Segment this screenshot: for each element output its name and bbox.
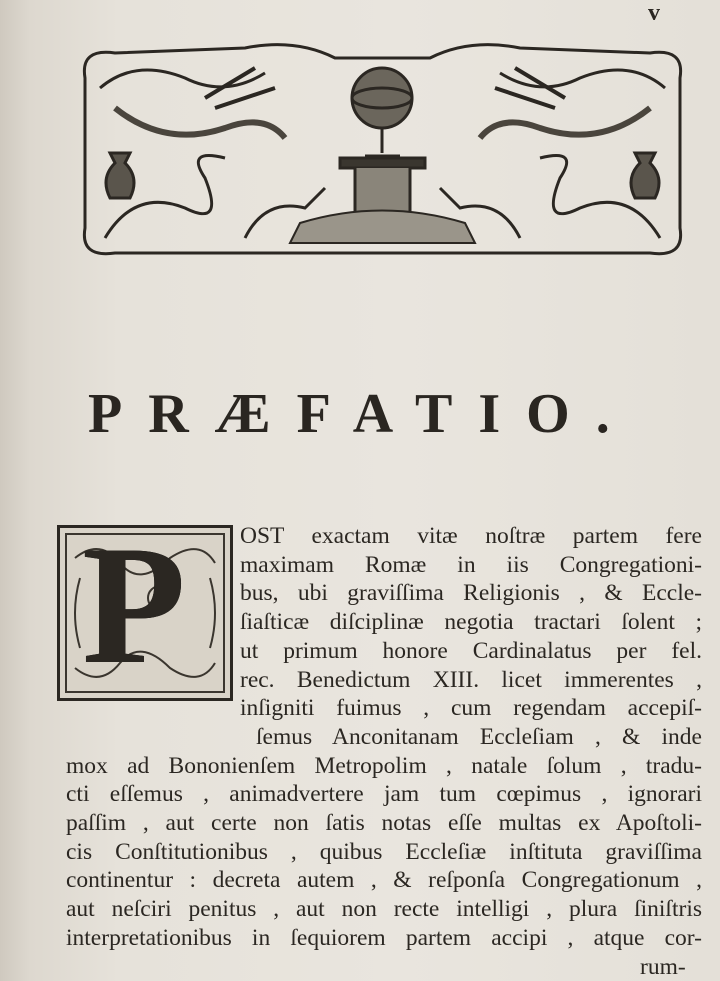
- text-line: interpretationibus in ſequiorem partem accipi , atque cor-: [66, 924, 702, 953]
- catchword: rum-: [640, 953, 686, 981]
- drop-cap: [57, 525, 233, 701]
- urn-icon: [631, 153, 659, 198]
- page-title: PRÆFATIO.: [88, 382, 678, 446]
- urn-icon: [106, 153, 134, 198]
- text-line: rec. Benedictum XIII. licet immerentes ,: [240, 666, 702, 695]
- text-line: ſiaſticæ diſciplinæ negotia tractari ſolent ;: [240, 608, 702, 637]
- text-line: maximam Romæ in iis Congregationi-: [240, 551, 702, 580]
- drop-cap-letter: P: [82, 520, 186, 690]
- text-line: cis Conſtitutionibus , quibus Eccleſiæ inſtituta graviſſima: [66, 838, 702, 867]
- text-line: OST exactam vitæ noſtræ partem fere: [240, 522, 702, 551]
- text-line: bus, ubi graviſſima Religionis , & Eccle-: [240, 579, 702, 608]
- text-line: cti eſſemus , animadvertere jam tum cœpimus , ignorari: [66, 780, 702, 809]
- page-number: v: [648, 0, 660, 27]
- text-line: continentur : decreta autem , & reſponſa Congregationum ,: [66, 866, 702, 895]
- text-line: mox ad Bononienſem Metropolim , natale ſolum , tradu-: [66, 752, 702, 781]
- text-line: inſigniti fuimus , cum regendam accepiſ-: [240, 694, 702, 723]
- headpiece-ornament: [75, 38, 690, 263]
- text-line: paſſim , aut certe non ſatis notas eſſe multas ex Apoſtoli-: [66, 809, 702, 838]
- text-line: ut primum honore Cardinalatus per fel.: [240, 637, 702, 666]
- text-line: aut neſciri penitus , aut non recte intelligi , plura ſiniſtris: [66, 895, 702, 924]
- globe-icon: [352, 68, 412, 156]
- text-line: ſemus Anconitanam Eccleſiam , & inde: [256, 723, 702, 752]
